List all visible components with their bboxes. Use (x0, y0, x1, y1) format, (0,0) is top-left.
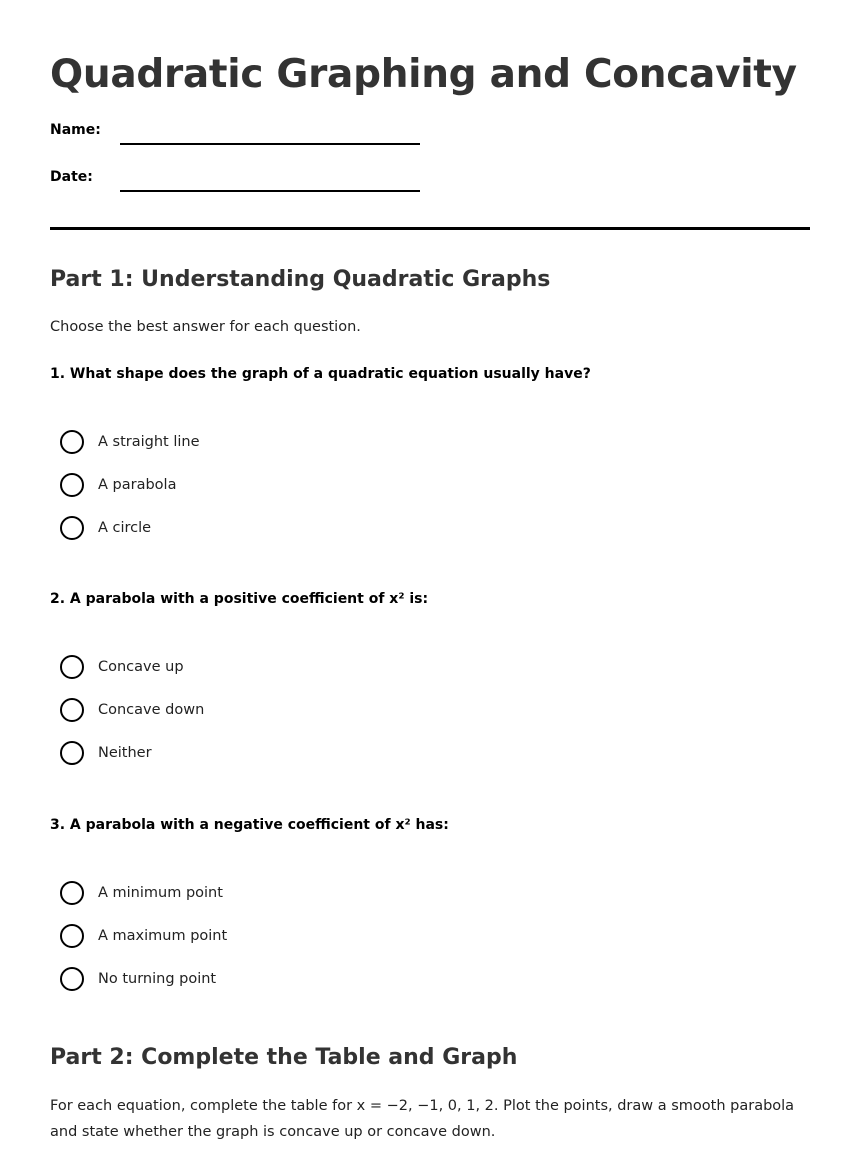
option-label: Concave down (98, 702, 205, 718)
q2-option-c[interactable] (60, 741, 152, 765)
page-title: Quadratic Graphing and Concavity (50, 52, 797, 97)
q3-option-a[interactable] (60, 881, 223, 905)
part1-instructions: Choose the best answer for each question. (50, 319, 361, 335)
q2-option-b[interactable] (60, 698, 204, 722)
radio-button[interactable] (60, 516, 84, 540)
q1-option-c[interactable] (60, 516, 151, 540)
q2-option-a[interactable] (60, 655, 184, 679)
option-label: Concave up (98, 659, 184, 675)
radio-button[interactable] (60, 430, 84, 454)
name-label: Name: (50, 122, 101, 138)
option-label: A maximum point (98, 928, 228, 944)
radio-button[interactable] (60, 698, 84, 722)
radio-button[interactable] (60, 967, 84, 991)
date-label: Date: (50, 169, 93, 185)
question-2: 2. A parabola with a positive coefficient of x² is: (50, 591, 429, 607)
question-3: 3. A parabola with a negative coefficient of x² has: (50, 817, 449, 833)
option-label: A straight line (98, 434, 200, 450)
radio-button[interactable] (60, 473, 84, 497)
radio-button[interactable] (60, 924, 84, 948)
radio-button[interactable] (60, 741, 84, 765)
radio-button[interactable] (60, 881, 84, 905)
divider (50, 227, 810, 230)
part2-heading: Part 2: Complete the Table and Graph (50, 1045, 518, 1070)
option-label: Neither (98, 745, 152, 761)
option-label: A circle (98, 520, 152, 536)
q1-option-a[interactable] (60, 430, 200, 454)
q3-option-c[interactable] (60, 967, 216, 991)
question-1: 1. What shape does the graph of a quadratic equation usually have? (50, 366, 591, 382)
option-label: No turning point (98, 971, 217, 987)
part1-heading: Part 1: Understanding Quadratic Graphs (50, 267, 551, 292)
option-label: A minimum point (98, 885, 223, 901)
q1-option-b[interactable] (60, 473, 176, 497)
q3-option-b[interactable] (60, 924, 227, 948)
name-line (120, 143, 420, 145)
date-line (120, 190, 420, 192)
option-label: A parabola (98, 477, 177, 493)
part2-instructions: For each equation, complete the table for x = −2, −1, 0, 1, 2. Plot the points, draw a smooth parabola and state whether the graph is concave up or concave down. (50, 1098, 795, 1140)
radio-button[interactable] (60, 655, 84, 679)
